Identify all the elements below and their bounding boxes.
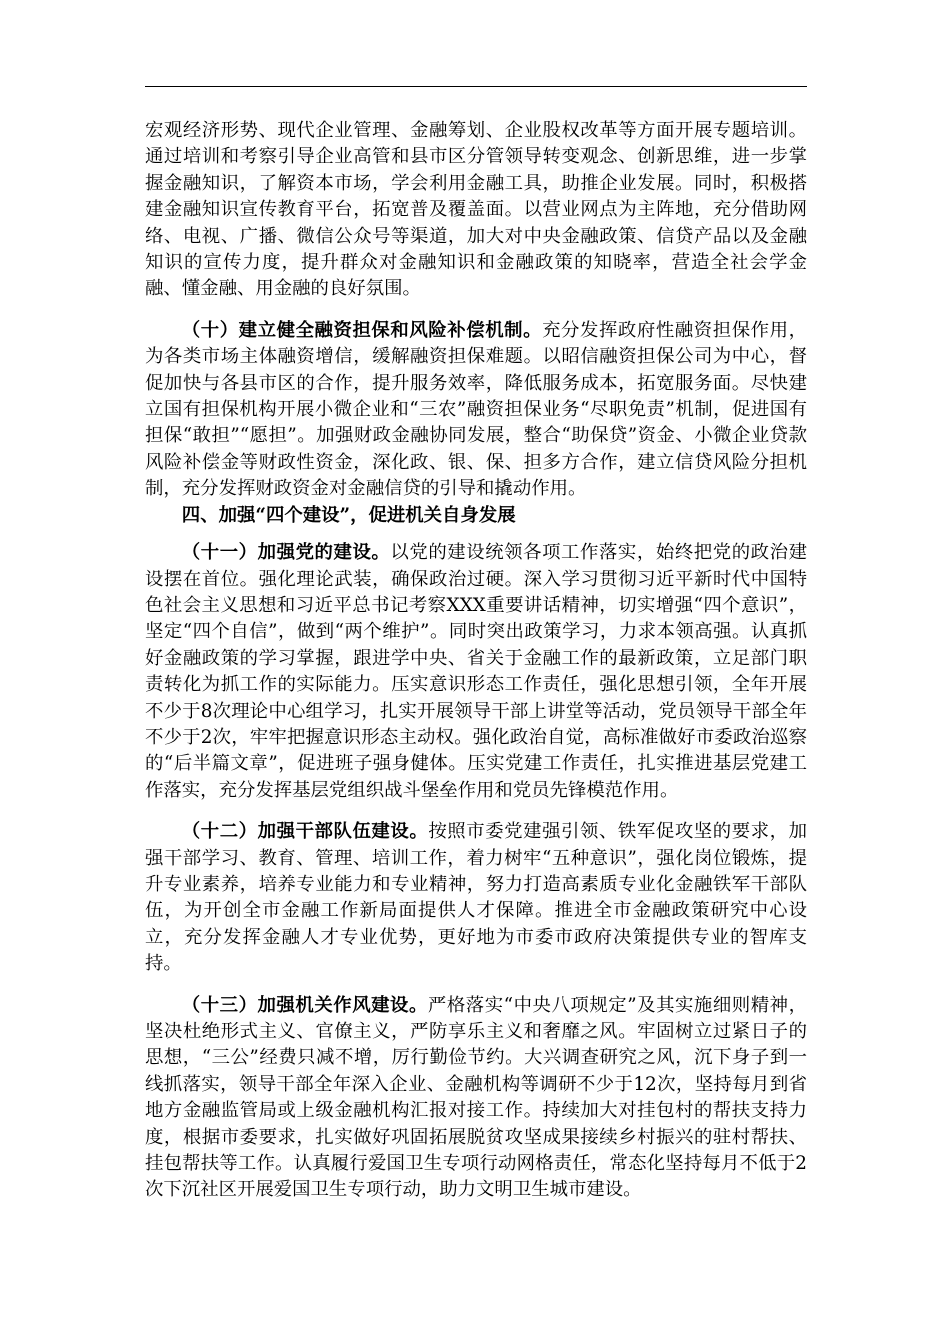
item-10-lead: （十）建立健全融资担保和风险补偿机制。: [181, 319, 543, 341]
item-12-body: 按照市委党建强引领、铁军促攻坚的要求，加强干部学习、教育、管理、培训工作，着力树牢“五种意识”，强化岗位锻炼，提升专业素养，培养专业能力和专业精神，努力打造高素质专业化金融铁军干部队伍，为开创全市金融工作新局面提供人才保障。推进全市金融政策研究中心设立，充分发挥金融人才专业优势，更好地为市委市政府决策提供专业的智库支持。: [145, 821, 807, 975]
paragraph-continuation: [145, 118, 807, 303]
document-body: [145, 118, 807, 1204]
section-4-heading: 四、加强“四个建设”，促进机关自身发展: [181, 504, 516, 526]
paragraph-item-13: [145, 993, 807, 1204]
paragraph-continuation-text: 宏观经济形势、现代企业管理、金融筹划、企业股权改革等方面开展专题培训。通过培训和考察引导企业高管和县市区分管领导转变观念、创新思维，进一步掌握金融知识，了解资本市场，学会利用金融工具，助推企业发展。同时，积极搭建金融知识宣传教育平台，拓宽普及覆盖面。以营业网点为主阵地，充分借助网络、电视、广播、微信公众号等渠道，加大对中央金融政策、信贷产品以及金融知识的宣传力度，提升群众对金融知识和金融政策的知晓率，营造全社会学金融、懂金融、用金融的良好氛围。: [145, 120, 807, 300]
item-13-lead: （十三）加强机关作风建设。: [181, 994, 428, 1016]
paragraph-item-10: [145, 318, 807, 503]
item-13-body: 严格落实“中央八项规定”及其实施细则精神，坚决杜绝形式主义、官僚主义，严防享乐主义和奢靡之风。牢固树立过紧日子的思想，“三公”经费只减不增，厉行勤俭节约。大兴调查研究之风，沉下身子到一线抓落实，领导干部全年深入企业、金融机构等调研不少于12次，坚持每月到省地方金融监管局或上级金融机构汇报对接工作。持续加大对挂包村的帮扶支持力度，根据市委要求，扎实做好巩固拓展脱贫攻坚成果接续乡村振兴的驻村帮扶、挂包帮扶等工作。认真履行爱国卫生专项行动网格责任，常态化坚持每月不低于2次下沉社区开展爱国卫生专项行动，助力文明卫生城市建设。: [145, 994, 807, 1201]
item-12-lead: （十二）加强干部队伍建设。: [181, 821, 429, 843]
paragraph-item-12: [145, 819, 807, 977]
paragraph-item-11: [145, 540, 807, 804]
item-11-body: 以党的建设统领各项工作落实，始终把党的政治建设摆在首位。强化理论武装，确保政治过硬。深入学习贯彻习近平新时代中国特色社会主义思想和习近平总书记考察XXX重要讲话精神，切实增强“四个意识”，坚定“四个自信”，做到“两个维护”。同时突出政策学习，力求本领高强。认真抓好金融政策的学习掌握，跟进学中央、省关于金融工作的最新政策，立足部门职责转化为抓工作的实际能力。压实意识形态工作责任，强化思想引领，全年开展不少于8次理论中心组学习，扎实开展领导干部上讲堂等活动，党员领导干部全年不少于2次，牢牢把握意识形态主动权。强化政治自觉，高标准做好市委政治巡察的“后半篇文章”，促进班子强身健体。压实党建工作责任，扎实推进基层党建工作落实，充分发挥基层党组织战斗堡垒作用和党员先锋模范作用。: [145, 542, 807, 801]
item-10-body: 充分发挥政府性融资担保作用，为各类市场主体融资增信，缓解融资担保难题。以昭信融资担保公司为中心，督促加快与各县市区的合作，提升服务效率，降低服务成本，拓宽服务面。尽快建立国有担保机构开展小微企业和“三农”融资担保业务“尽职免责”机制，促进国有担保“敢担”“愿担”。加强财政金融协同发展，整合“助保贷”资金、小微企业贷款风险补偿金等财政性资金，深化政、银、保、担多方合作，建立信贷风险分担机制，充分发挥财政资金对金融信贷的引导和撬动作用。: [145, 319, 807, 500]
item-11-lead: （十一）加强党的建设。: [181, 542, 391, 564]
header-rule: [145, 86, 807, 87]
